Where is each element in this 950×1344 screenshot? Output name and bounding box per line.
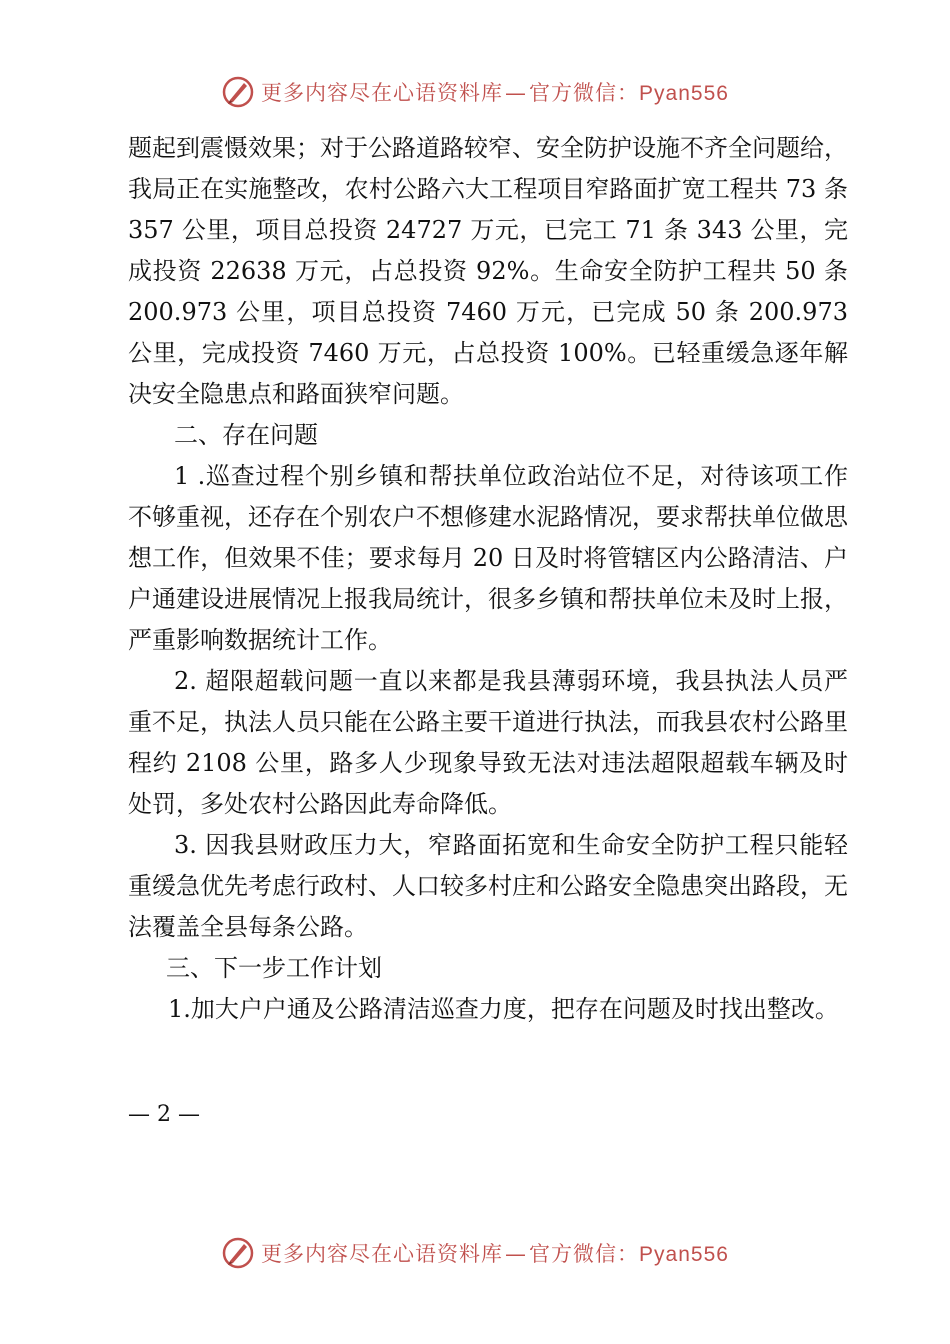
paragraph-issue-3: 3. 因我县财政压力大，窄路面拓宽和生命安全防护工程只能轻重缓急优先考虑行政村、人口较多村庄和公路安全隐患突出路段，无法覆盖全县每条公路。 bbox=[128, 831, 848, 941]
section-heading-problems: 二、存在问题 bbox=[174, 421, 318, 449]
paragraph-continued: 题起到震慑效果；对于公路道路较窄、安全防护设施不齐全问题给，我局正在实施整改，农村公路六大工程项目窄路面扩宽工程共 73 条 357 公里，项目总投资 24727 万元，已完工 71 条 343 公里，完成投资 22638 万元，占总投资 92%。生命安全防护工程共 50 条 200.973 公里，项目总投资 7460 万元，已完成 50 条 200.973 公里，完成投资 7460 万元，占总投资 100%。已轻重缓急逐年解决安全隐患点和路面狭窄问题。 bbox=[128, 134, 848, 408]
paragraph-issue-1: 1 .巡查过程个别乡镇和帮扶单位政治站位不足，对待该项工作不够重视，还存在个别农户不想修建水泥路情况，要求帮扶单位做思想工作，但效果不佳；要求每月 20 日及时将管辖区内公路清洁、户户通建设进展情况上报我局统计，很多乡镇和帮扶单位未及时上报，严重影响数据统计工作。 bbox=[128, 462, 848, 654]
page-number: — 2 — bbox=[128, 1102, 200, 1127]
watermark-footer bbox=[0, 1233, 950, 1273]
paragraph-plan-1: 1.加大户户通及公路清洁巡查力度，把存在问题及时找出整改。 bbox=[168, 995, 839, 1023]
paragraph-issue-2: 2. 超限超载问题一直以来都是我县薄弱环境，我县执法人员严重不足，执法人员只能在公路主要干道进行执法，而我县农村公路里程约 2108 公里，路多人少现象导致无法对违法超限超载车辆及时处罚，多处农村公路因此寿命降低。 bbox=[128, 667, 848, 818]
document-body bbox=[128, 128, 848, 1030]
watermark-header bbox=[0, 72, 950, 112]
section-heading-next-steps: 三、下一步工作计划 bbox=[166, 954, 382, 982]
watermark-text: 更多内容尽在心语资料库—官方微信：Pyan556 bbox=[261, 81, 729, 105]
pen-logo-icon bbox=[221, 1236, 255, 1270]
watermark-text: 更多内容尽在心语资料库—官方微信：Pyan556 bbox=[261, 1242, 729, 1266]
pen-logo-icon bbox=[221, 75, 255, 109]
